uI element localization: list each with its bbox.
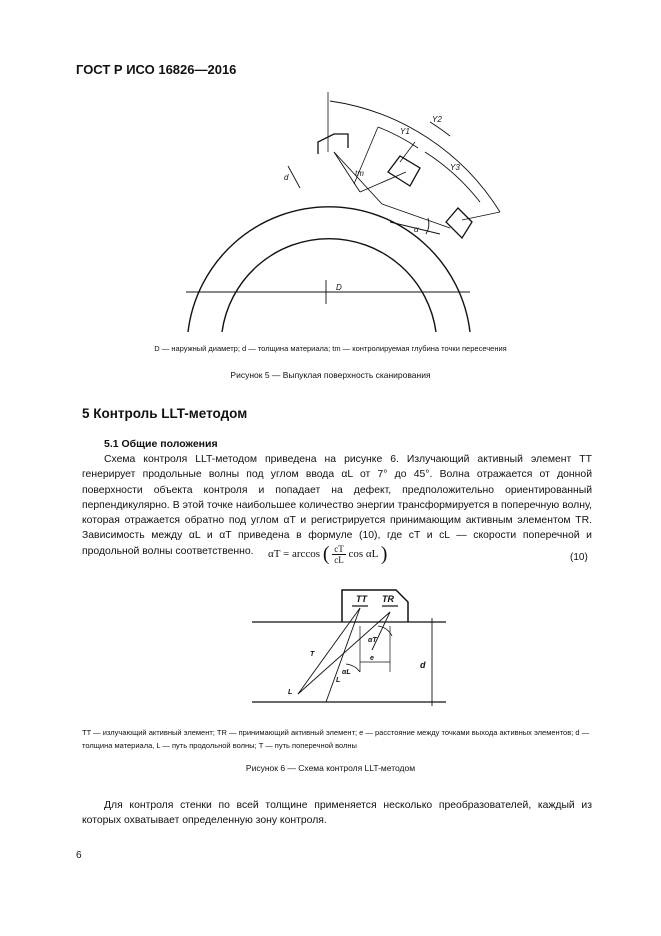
closing-paragraph: Для контроля стенки по всей толщине применяется несколько преобразователей, каждый из которых охватывает определенную зону контроля.: [82, 800, 592, 827]
fig6-label-tr: TR: [382, 594, 394, 604]
fig6-label-l2: L: [336, 677, 341, 684]
probe-3: [446, 208, 472, 238]
fig6-label-d: d: [420, 660, 426, 670]
section-paragraph: Схема контроля LLT-методом приведена на рисунке 6. Излучающий активный элемент TT генерирует продольные волны под углом ввода αL от 7° до 45°. Волна отражается от донной поверхности объекта контроля и попадает на дефект, предположительно ориентированный перпендикулярно. В этой точке наибольшее количество энергии трансформируется в поперечную волну, которая отражается обратно под углом αT и регистрируется принимающим активным элементом TR. Зависимость между αL и αT приведена в формуле (10), где cT и cL — скорости поперечной и продольной волны соответственно.: [82, 454, 592, 557]
figure-6-diagram: [250, 582, 450, 712]
probe-housing: [342, 590, 408, 622]
probe-2: [388, 156, 420, 186]
page-number: 6: [76, 850, 82, 861]
figure-5-diagram: [150, 92, 530, 342]
subsection-title: 5.1 Общие положения: [104, 438, 218, 450]
fig5-label-y2: Y2: [432, 115, 442, 124]
formula-numerator: cT: [334, 544, 344, 554]
formula-denominator: cL: [334, 555, 344, 565]
inner-arc: [222, 239, 436, 332]
fig6-label-tt: TT: [356, 594, 367, 604]
fig5-label-y3: Y3: [450, 163, 460, 172]
section-title: 5 Контроль LLT-методом: [82, 406, 248, 421]
formula-10: αT = arccos ( $\frac{cT}{cL}$ cos αL ): [268, 543, 388, 565]
figure-5-caption: Рисунок 5 — Выпуклая поверхность сканирования: [230, 370, 431, 380]
fig5-label-d: d: [284, 173, 289, 182]
probe-1: [318, 134, 348, 154]
formula-tail: cos αL: [348, 548, 378, 561]
figure-5-legend: D — наружный диаметр; d — толщина материала; tm — контролируемая глубина точки пересечения: [154, 344, 507, 353]
formula-lhs: αT = arccos: [268, 548, 321, 561]
figure-6-caption: Рисунок 6 — Схема контроля LLT-методом: [245, 763, 416, 773]
fig6-label-t: T: [310, 651, 315, 658]
fig5-label-D: D: [336, 283, 342, 292]
fig5-label-tm: tm: [355, 169, 364, 178]
fig6-label-l1: L: [288, 689, 293, 696]
fig6-label-alphal: αL: [342, 669, 351, 676]
formula-fraction: [332, 544, 346, 565]
figure-6-legend: TT — излучающий активный элемент; TR — принимающий активный элемент; e — расстояние между точками выхода активных элементов; d — толщина материала, L — путь продольной волны; T — путь поперечной волны: [82, 728, 590, 750]
outer-arc: [188, 207, 470, 332]
page-header: ГОСТ Р ИСО 16826—2016: [76, 62, 237, 77]
formula-number: (10): [570, 552, 588, 563]
fig5-label-y1: Y1: [400, 127, 410, 136]
fig5-label-alpha: α: [414, 225, 419, 234]
fig6-label-alphat: αT: [368, 637, 377, 644]
fig6-label-e: e: [370, 655, 374, 662]
